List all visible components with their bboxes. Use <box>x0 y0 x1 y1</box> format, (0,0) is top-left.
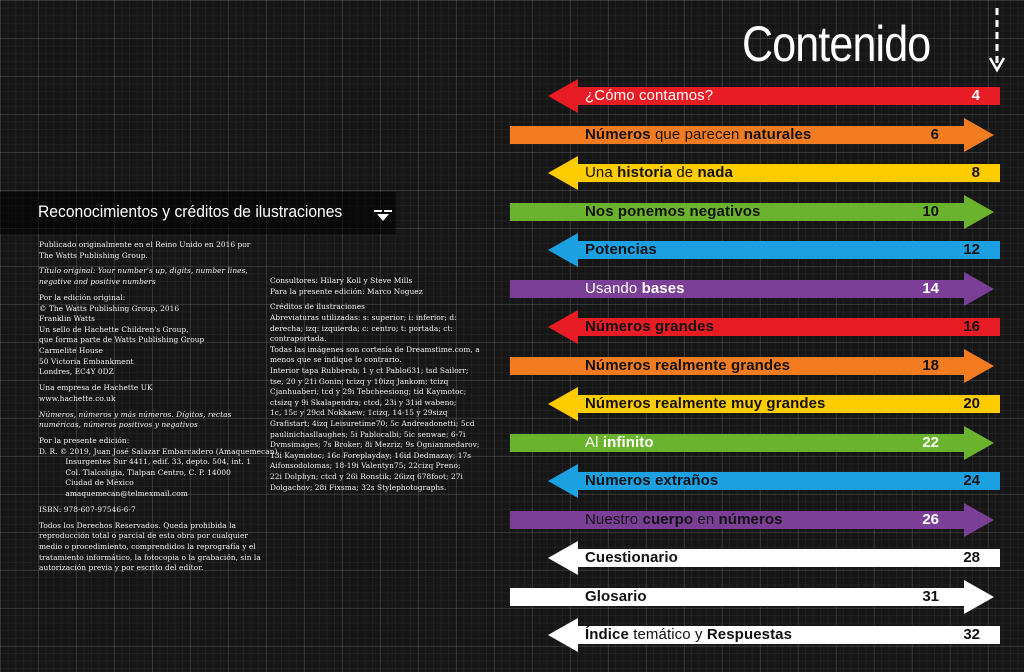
toc-item-page-number: 31 <box>922 587 939 605</box>
toc-item[interactable] <box>510 349 994 383</box>
text-line: 13i Kaymotoc; 16c Foreplayday; 16id Dedmazay; 17s <box>270 450 472 460</box>
text-line: Ciudad de México <box>39 478 134 488</box>
text-line: medio o procedimiento, comprendidos la reprografía y el <box>39 541 256 551</box>
text-line: Carmelite House <box>39 345 103 355</box>
toc-item-title-segment: en <box>693 510 719 528</box>
contents-title: Contenido <box>742 16 931 72</box>
toc-item-title-segment: Respuestas <box>702 626 793 643</box>
text-paragraph <box>39 521 279 574</box>
text-line: derecha; izq: izquierda; c: centro; t: portada; ct: <box>270 323 454 333</box>
text-line: www.hachette.co.uk <box>39 393 116 403</box>
toc-item[interactable] <box>548 464 1000 498</box>
text-line: Grafistart; 4izq Leisuretime70; 5c Andreadonetti; 5cd <box>270 419 475 429</box>
toc-item-title-segment: Números realmente muy grandes <box>585 395 826 412</box>
toc-item-title-segment: cuerpo <box>642 510 694 528</box>
toc-item-title-segment: de <box>672 164 698 181</box>
down-arrow-icon <box>372 205 394 223</box>
text-line: 22i Dolphyn; ctcd y 26i Ronstik; 26izq 678foot; 27i <box>270 471 463 481</box>
toc-item[interactable] <box>548 156 1000 190</box>
toc-item-title-segment: Glosario <box>585 587 647 605</box>
text-line: menos que se indique lo contrario. <box>270 355 402 365</box>
toc-item-title-segment: infinito <box>602 433 654 451</box>
toc-item-title-segment: naturales <box>743 125 812 143</box>
toc-item-title-segment: Nos ponemos negativos <box>585 202 761 220</box>
toc-item[interactable] <box>510 272 994 306</box>
toc-item-title-segment: Números grandes <box>585 318 715 335</box>
toc-item-title-segment: Índice <box>585 626 629 643</box>
toc-item-page-number: 32 <box>963 626 980 643</box>
text-line: Todas las imágenes son cortesía de Dreamstime.com, a <box>270 344 480 354</box>
text-line: numéricas, números positivos y negativos <box>39 420 198 430</box>
text-line: Una empresa de Hachette UK <box>39 383 153 393</box>
text-line: © The Watts Publishing Group, 2016 <box>39 303 180 313</box>
text-line: tse, 20 y 21i Gonin; tcizq y 10izq Jankom; tcizq <box>270 376 449 386</box>
toc-item-title <box>585 195 760 229</box>
toc-item-title-segment: ¿Cómo contamos? <box>585 87 714 104</box>
toc-item-title-segment: Una <box>585 164 618 181</box>
publication-info-column <box>39 240 279 579</box>
toc-item-title <box>585 310 714 344</box>
toc-item-title-segment: Usando <box>585 279 642 297</box>
toc-item-page-number: 28 <box>963 549 980 566</box>
text-paragraph <box>39 266 279 287</box>
text-line: autorización previa y por escrito del editor. <box>39 563 204 573</box>
text-line: The Watts Publishing Group. <box>39 250 148 260</box>
text-paragraph <box>39 436 279 500</box>
text-line: Abreviaturas utilizadas: s: superior; i: inferior; d: <box>270 313 457 323</box>
toc-item-title <box>585 426 654 460</box>
toc-item[interactable] <box>548 310 1000 344</box>
text-line: Col. Tlalcoligia, Tlalpan Centro, C. P. 14000 <box>39 467 231 477</box>
toc-item[interactable] <box>510 426 994 460</box>
toc-item-title <box>585 464 718 498</box>
toc-item-page-number: 10 <box>922 202 939 220</box>
toc-item-title-segment: Cuestionario <box>585 549 678 566</box>
toc-item-page-number: 24 <box>963 472 980 489</box>
toc-item-page-number: 20 <box>963 395 980 412</box>
toc-item-page-number: 16 <box>963 318 980 335</box>
toc-item-title-segment: que parecen <box>650 125 744 143</box>
toc-item-title-segment: Nuestro <box>585 510 643 528</box>
toc-item-title <box>585 79 713 113</box>
toc-item-page-number: 6 <box>930 125 939 143</box>
text-line: contraportada. <box>270 334 327 344</box>
acknowledgements-title: Reconocimientos y créditos de ilustraciones <box>38 202 343 221</box>
text-line: Aifonsodolomas; 18-19i Valentyn75; 22cizq Preno; <box>270 461 461 471</box>
text-line: paulinichasllaughes; 5i Pablocalbi; 5ic senwae; 6-7i <box>270 429 466 439</box>
text-line: Franklin Watts <box>39 314 95 324</box>
text-line: Título original: Your number's up, digits, number lines, <box>39 266 248 276</box>
toc-item[interactable] <box>510 580 994 614</box>
text-line: Créditos de ilustraciones <box>270 302 365 312</box>
toc-item-title-segment: números <box>718 510 783 528</box>
text-line: Consultores: Hilary Koll y Steve Mills <box>270 276 413 285</box>
toc-item-title <box>585 580 647 614</box>
text-line: 1c, 15c y 29cd Nokkaew; 1cizq, 14-15 y 29sizq <box>270 408 448 418</box>
toc-item-title-segment: y <box>694 626 703 643</box>
toc-item[interactable] <box>510 503 994 537</box>
toc-item-page-number: 8 <box>971 164 980 181</box>
text-line: que forma parte de Watts Publishing Group <box>39 335 205 345</box>
toc-item-title-segment: nada <box>697 164 733 181</box>
toc-item-title-segment: Números extraños <box>585 472 719 489</box>
toc-item-page-number: 26 <box>922 510 939 528</box>
toc-item-page-number: 14 <box>922 279 939 297</box>
text-line: ctsizq y 9i Skalapendra; ctcd, 23i y 31id wabeno; <box>270 397 457 407</box>
toc-item[interactable] <box>548 541 1000 575</box>
text-line: ISBN: 978-607-97546-6-7 <box>39 504 136 514</box>
text-line: amaquemecan@telmexmail.com <box>39 488 188 498</box>
text-line: Insurgentes Sur 4411, edif. 33, depto. 504, int. 1 <box>39 457 252 467</box>
toc-item-title-segment: Números <box>585 125 651 143</box>
text-line: reproducción total o parcial de esta obra por cualquier <box>39 531 248 541</box>
toc-item-title <box>585 349 790 383</box>
toc-item-title <box>585 503 783 537</box>
text-line: Para la presente edición: Marco Noguez <box>270 286 423 296</box>
text-line: negative and positive numbers <box>39 277 156 287</box>
credits-column <box>270 276 500 498</box>
toc-item-title <box>585 618 792 652</box>
text-paragraph <box>39 293 279 378</box>
text-paragraph <box>270 276 500 297</box>
toc-item-title-segment: Potencias <box>585 241 657 258</box>
toc-item-title-segment: temático <box>628 626 695 643</box>
text-paragraph <box>39 383 279 404</box>
text-paragraph <box>39 240 279 261</box>
toc-item[interactable] <box>548 79 1000 113</box>
text-line: Publicado originalmente en el Reino Unido en 2016 por <box>39 240 251 249</box>
text-line: Londres, EC4Y 0DZ <box>39 367 114 377</box>
text-paragraph <box>270 302 500 493</box>
text-line: Por la edición original: <box>39 292 126 302</box>
toc-item-title <box>585 156 733 190</box>
text-line: Un sello de Hachette Children's Group, <box>39 324 189 334</box>
toc-item-title <box>585 387 825 421</box>
toc-item-page-number: 12 <box>963 241 980 258</box>
text-line: Interior tapa Rubbersb; 1 y ct Pablo631; tsd Sailorr; <box>270 366 469 376</box>
toc-item-page-number: 22 <box>922 433 939 451</box>
toc-item-title-segment: Al <box>585 433 603 451</box>
toc-item-page-number: 4 <box>971 87 980 104</box>
toc-item[interactable] <box>548 233 1000 267</box>
toc-item[interactable] <box>510 118 994 152</box>
text-paragraph <box>39 505 279 516</box>
toc-item[interactable] <box>548 618 1000 652</box>
text-line: Números, números y más números. Dígitos, rectas <box>39 409 232 419</box>
toc-item-page-number: 18 <box>922 356 939 374</box>
text-line: Por la presente edición: <box>39 435 130 445</box>
text-line: Todos los Derechos Reservados. Queda prohibida la <box>39 520 236 530</box>
text-line: D. R. © 2019, Juan José Salazar Embarcadero (Amaquemecan) <box>39 446 278 456</box>
text-paragraph <box>39 410 279 431</box>
text-line: Dolgachov; 28i Fixsma; 32s Stylephotographs. <box>270 482 447 492</box>
toc-item-title <box>585 272 685 306</box>
toc-item[interactable] <box>548 387 1000 421</box>
text-line: Cjanhuaberi; tcd y 29i Tebcheesiong; tid Kaymotoc; <box>270 387 467 397</box>
toc-item-title-segment: Números realmente grandes <box>585 356 791 374</box>
toc-item-title-segment: historia <box>617 164 673 181</box>
toc-item-title <box>585 541 678 575</box>
text-line: tratamiento informático, la fotocopia o la grabación, sin la <box>39 552 261 562</box>
dashed-down-arrow-icon <box>988 6 1006 74</box>
toc-item[interactable] <box>510 195 994 229</box>
text-line: 50 Victoria Embankment <box>39 356 134 366</box>
toc-item-title-segment: bases <box>641 279 685 297</box>
text-line: Dvmsimages; 7s Broker; 8i Mezriz; 9s Ognianmedarov; <box>270 440 480 450</box>
toc-item-title <box>585 118 811 152</box>
toc-item-title <box>585 233 657 267</box>
